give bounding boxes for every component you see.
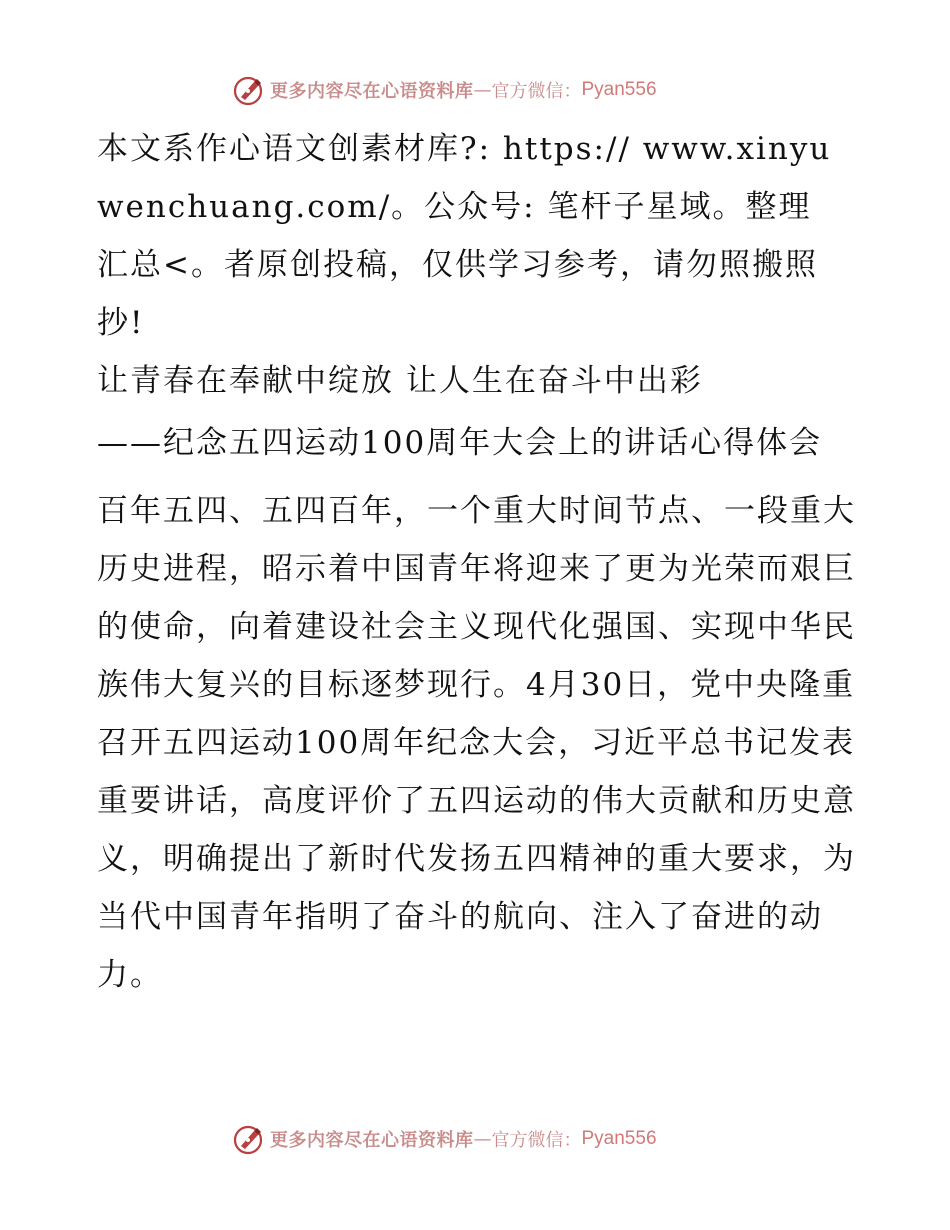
watermark-wechat-id: Pyan556 bbox=[581, 79, 657, 100]
watermark-separator: — bbox=[473, 1128, 492, 1150]
body-paragraph: 百年五四、五四百年，一个重大时间节点、一段重大历史进程，昭示着中国青年将迎来了更为光荣而艰巨的使命，向着建设社会主义现代化强国、实现中华民族伟大复兴的目标逐梦现行。4月30日，党中央隆重召开五四运动100周年纪念大会，习近平总书记发表重要讲话，高度评价了五四运动的伟大贡献和历史意义，明确提出了新时代发扬五四精神的重大要求，为当代中国青年指明了奋斗的航向、注入了奋进的动力。 bbox=[97, 493, 856, 993]
pen-logo-icon bbox=[232, 73, 266, 107]
watermark-main-text: 更多内容尽在心语资料库 bbox=[270, 81, 474, 102]
watermark-main-text: 更多内容尽在心语资料库 bbox=[270, 1130, 474, 1151]
footer-watermark-banner bbox=[232, 1121, 657, 1157]
header-watermark-banner bbox=[232, 72, 657, 108]
document-subtitle: ——纪念五四运动100周年大会上的讲话心得体会 bbox=[97, 425, 823, 461]
intro-paragraph: 本文系作心语文创素材库?: https:// www.xinyuwenchuang.com/。公众号: 笔杆子星域。整理汇总<。者原创投稿，仅供学习参考，请勿照搬照抄! bbox=[97, 131, 832, 341]
watermark-wechat-id: Pyan556 bbox=[581, 1128, 657, 1149]
pen-logo-icon bbox=[232, 1122, 266, 1156]
watermark-wechat-label: 官方微信： bbox=[491, 1130, 582, 1151]
watermark-wechat-label: 官方微信： bbox=[491, 81, 582, 102]
document-title: 让青春在奉献中绽放 让人生在奋斗中出彩 bbox=[97, 363, 703, 399]
watermark-separator: — bbox=[473, 79, 492, 101]
document-body bbox=[97, 120, 857, 1004]
